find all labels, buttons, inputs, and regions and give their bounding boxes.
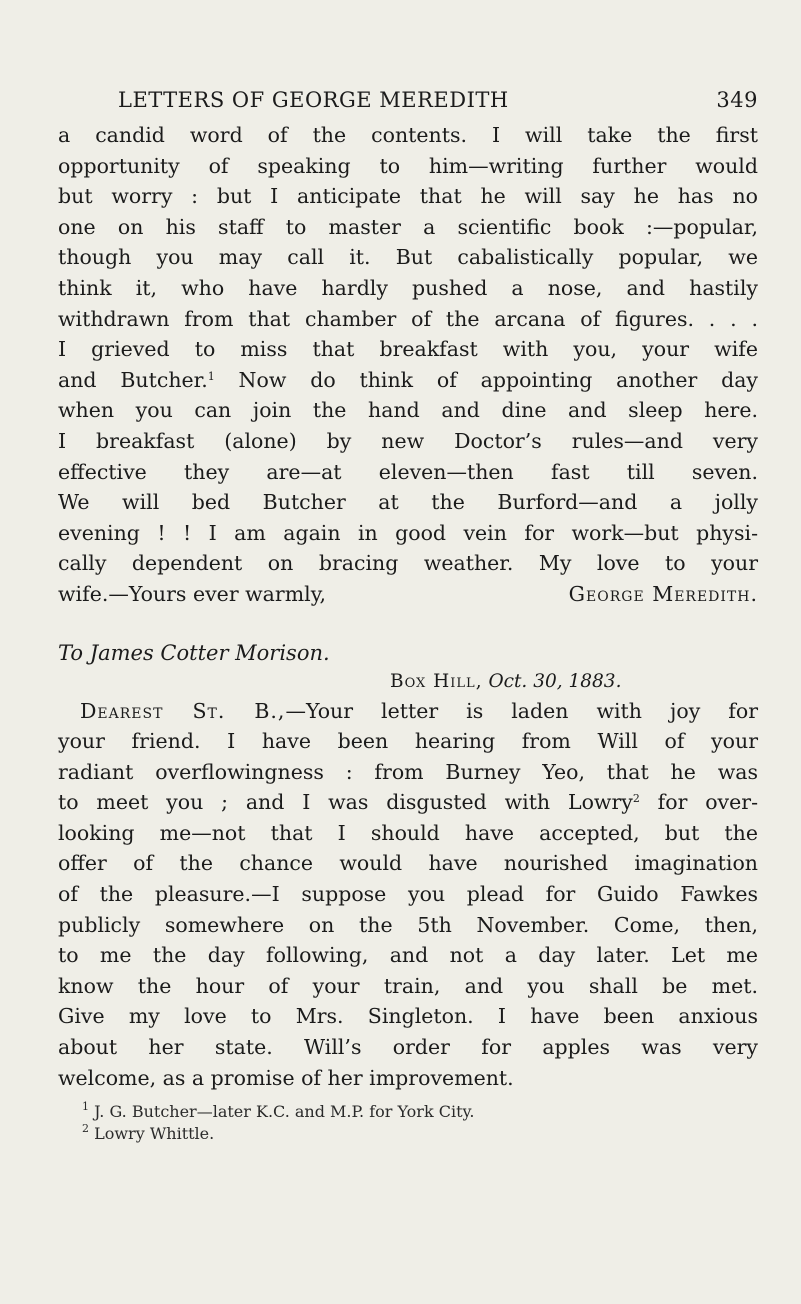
footnote-ref: 2 bbox=[632, 792, 640, 806]
text-line: though you may call it. But cabalistically popular, we bbox=[58, 245, 758, 270]
text-line: know the hour of your train, and you shall be met. bbox=[58, 973, 758, 998]
text-line: withdrawn from that chamber of the arcana of figures. . . . bbox=[58, 306, 758, 331]
letter-dateline bbox=[58, 668, 758, 696]
page-number: 349 bbox=[716, 88, 758, 112]
running-head bbox=[58, 88, 758, 120]
text-line: publicly somewhere on the 5th November. Come, then, bbox=[58, 912, 758, 937]
text-line: I breakfast (alone) by new Doctor’s rules—and very bbox=[58, 428, 758, 453]
text-line bbox=[58, 365, 758, 396]
text-line: radiant overflowingness : from Burney Yeo, that he was bbox=[58, 759, 758, 784]
text-line: your friend. I have been hearing from Will of your bbox=[58, 729, 758, 754]
text-line bbox=[58, 696, 758, 727]
text-line: one on his staff to master a scientific book :—popular, bbox=[58, 214, 758, 239]
continued-letter-body bbox=[58, 120, 758, 610]
text-line: opportunity of speaking to him—writing further would bbox=[58, 153, 758, 178]
text-line: We will bed Butcher at the Burford—and a jolly bbox=[58, 490, 758, 515]
text-line: about her state. Will’s order for apples was very bbox=[58, 1035, 758, 1060]
text-line: think it, who have hardly pushed a nose, and hastily bbox=[58, 275, 758, 300]
text-line: Give my love to Mrs. Singleton. I have been anxious bbox=[58, 1004, 758, 1029]
footnotes bbox=[58, 1101, 758, 1145]
text-line bbox=[58, 787, 758, 818]
text-line: evening ! ! I am again in good vein for work—but physi- bbox=[58, 520, 758, 545]
text-line: a candid word of the contents. I will take the first bbox=[58, 123, 758, 147]
text-fragment: and Butcher. bbox=[58, 367, 208, 392]
salutation: Dearest St. B., bbox=[80, 698, 286, 723]
footnote-text: J. G. Butcher—later K.C. and M.P. for York City. bbox=[94, 1102, 475, 1122]
letter-date: Oct. 30, 1883. bbox=[488, 670, 622, 692]
footnote-2 bbox=[82, 1123, 758, 1145]
footnote-text: Lowry Whittle. bbox=[94, 1124, 215, 1144]
letter-place: Box Hill, bbox=[390, 670, 483, 692]
footnote-mark: 2 bbox=[82, 1122, 89, 1136]
signoff: wife.—Yours ever warmly, bbox=[58, 581, 327, 606]
text-line: offer of the chance would have nourished imagination bbox=[58, 851, 758, 876]
text-line: but worry : but I anticipate that he will say he has no bbox=[58, 184, 758, 209]
text-line: I grieved to miss that breakfast with you, your wife bbox=[58, 337, 758, 362]
footnote-1 bbox=[82, 1101, 758, 1123]
footnote-ref: 1 bbox=[207, 369, 215, 383]
text-line-signoff bbox=[58, 579, 758, 610]
book-page bbox=[58, 88, 758, 1145]
text-line: cally dependent on bracing weather. My love to your bbox=[58, 551, 758, 576]
text-line: welcome, as a promise of her improvement. bbox=[58, 1065, 514, 1090]
text-fragment: Now do think of appointing another day bbox=[214, 367, 758, 392]
text-line: to me the day following, and not a day later. Let me bbox=[58, 943, 758, 968]
text-line: of the pleasure.—I suppose you plead for Guido Fawkes bbox=[58, 882, 758, 907]
text-line: when you can join the hand and dine and sleep here. bbox=[58, 398, 758, 423]
footnote-mark: 1 bbox=[82, 1100, 89, 1114]
text-line: looking me—not that I should have accepted, but the bbox=[58, 820, 758, 845]
text-fragment: to meet you ; and I was disgusted with Lowry bbox=[58, 790, 633, 815]
letter-body bbox=[58, 696, 758, 1094]
signature: George Meredith. bbox=[568, 581, 758, 606]
text-line: effective they are—at eleven—then fast till seven. bbox=[58, 459, 758, 484]
letter-heading: To James Cotter Morison. bbox=[58, 640, 330, 665]
text-fragment: —Your letter is laden with joy for bbox=[285, 698, 759, 723]
running-head-title: LETTERS OF GEORGE MEREDITH bbox=[118, 88, 509, 112]
text-fragment: for over- bbox=[639, 790, 758, 815]
